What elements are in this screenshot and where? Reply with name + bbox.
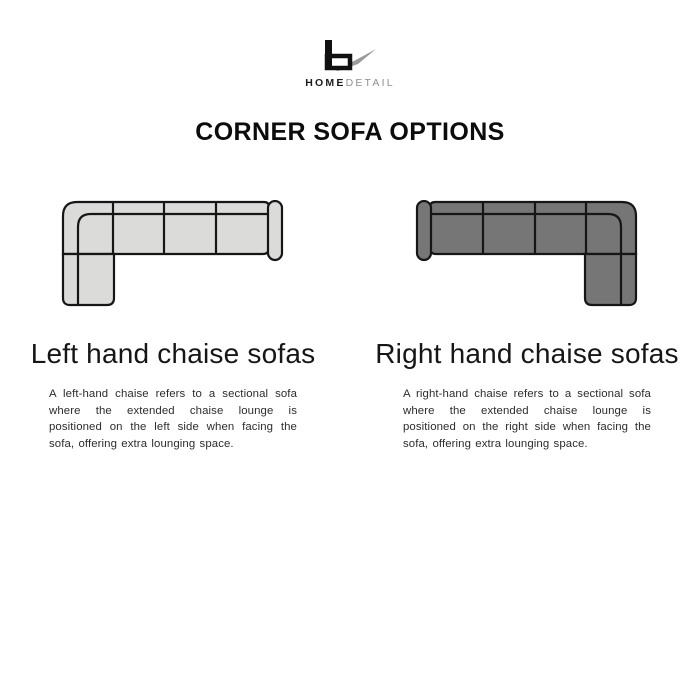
brand-wordmark-bold: HOME (305, 77, 346, 89)
option-heading-left: Left hand chaise sofas (30, 338, 316, 369)
brand-logo (0, 0, 700, 90)
options-row (0, 200, 700, 452)
option-description-left: A left-hand chaise refers to a sectional sofa where the extended chaise lounge is positioned on the left side when facing the sofa, offering extra lounging space. (49, 388, 297, 450)
right-chaise-sofa-diagram (415, 200, 639, 311)
option-right-hand-chaise (372, 200, 682, 452)
left-chaise-sofa-diagram (61, 200, 285, 311)
option-left-hand-chaise (18, 200, 328, 452)
brand-wordmark-light: DETAIL (345, 77, 395, 89)
chair-logo-icon (320, 38, 380, 74)
page-title: CORNER SOFA OPTIONS (195, 118, 505, 146)
option-heading-right: Right hand chaise sofas (375, 338, 679, 369)
brand-wordmark (305, 77, 395, 90)
option-description-right: A right-hand chaise refers to a sectional sofa where the extended chaise lounge is positioned on the right side when facing the sofa, offering extra lounging space. (403, 388, 651, 450)
